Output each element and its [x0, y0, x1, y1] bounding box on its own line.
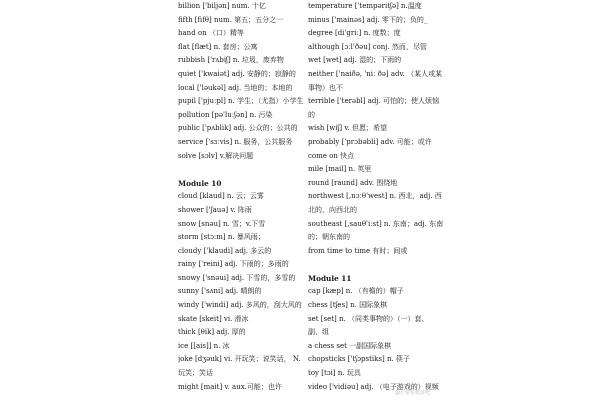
- vocab-line: joke [dʒəuk] vi. 开玩笑；说笑话， N.: [178, 355, 301, 364]
- vocab-line: fifth [fifθ] num. 第五；五分之一: [178, 15, 284, 24]
- vocab-line: thick [θik] adj. 厚的: [178, 328, 246, 337]
- vocab-line: wish [wiʃ] v. 但愿；希望: [308, 124, 387, 133]
- vocab-line: cap [kæp] n. （有檐的）帽子: [308, 287, 404, 296]
- vocab-line: storm [stɔːm] n. 暴风雨；: [178, 233, 265, 242]
- vocab-line: public ['pʌblik] adj. 公众的；公共的: [178, 124, 298, 133]
- vocab-line: ice [[ais]] n. 冰: [178, 341, 230, 350]
- right-module-lines: [308, 285, 446, 394]
- watermark: @汇帮转教讲吧: [395, 390, 431, 396]
- vocab-line: toy [tɔi] n. 玩具: [308, 369, 361, 378]
- right-top-lines: [308, 0, 446, 258]
- vocab-line: rubbish ['rʌbiʃ] n. 垃圾，废弃物: [178, 56, 284, 65]
- vocab-line: windy ['windi] adj. 多风的，刮大风的: [178, 301, 302, 310]
- vocab-line: snow [snəu] n. 雪；v.下雪: [178, 219, 266, 228]
- vocab-line: terrible ['terəbl] adj. 可怕的；使人烦恼: [308, 97, 440, 106]
- vocab-line: hand on （口）精等: [178, 29, 244, 38]
- vocab-line: cloud [klaud] n. 云；云雾: [178, 192, 264, 201]
- vocab-line: skate [skeit] vi. 滑冰: [178, 314, 249, 323]
- left-column: [178, 0, 318, 394]
- vocab-line: local ['ləukəl] adj. 当地的；本地的: [178, 83, 293, 92]
- vocab-line: degree [di'griː] n. 度数；度: [308, 29, 401, 38]
- left-top-lines: [178, 0, 318, 163]
- vocab-line: flat [flæt] n. 套房；公寓: [178, 42, 258, 51]
- vocab-line: neither ['naiðə, 'niː ðə] adv. （某人或某: [308, 69, 443, 78]
- vocab-line: service ['sɜːvis] n. 服务，公共服务: [178, 137, 293, 146]
- vocab-line: pupil ['pjuːpl] n. 学生；（尤指）小学生: [178, 97, 304, 106]
- vocab-line: mile [mail] n. 英里: [308, 165, 372, 174]
- vocab-line: 北的，向西北的: [308, 205, 357, 214]
- vocab-line: snowy ['snəui] adj. 下雪的，多雪的: [178, 273, 296, 282]
- vocab-line: 的；朝东南的: [308, 233, 350, 242]
- vocab-line: minus ['mainəs] adj. 零下的；负的_: [308, 15, 428, 24]
- vocab-line: although [ɔːl'ðəu] conj. 然而，尽管: [308, 42, 427, 51]
- vocab-line: southeast [,sauθ'iːst] n. 东南；adj. 东南: [308, 219, 444, 228]
- vocab-line: chess [tʃes] n. 国际象棋: [308, 301, 388, 310]
- vocab-line: 副、组: [308, 328, 329, 337]
- spacer: [308, 258, 446, 272]
- vocab-line: round [raund] adv. 围绕地: [308, 178, 398, 187]
- right-column: [308, 0, 446, 394]
- vocab-line: 玩笑；笑话: [178, 369, 213, 378]
- vocab-line: a chess set 一副国际象棋: [308, 341, 392, 350]
- vocab-line: quiet ['kwaiət] adj. 安静的；寂静的: [178, 69, 296, 78]
- vocab-line: northwest [,nɔːθ'west] n. 西北，adj. 西: [308, 192, 442, 201]
- vocab-line: from time to time 有时；间或: [308, 246, 408, 255]
- vocab-line: billion ['biljən] num. 十亿: [178, 2, 266, 10]
- vocab-line: video ['vidiəu] adj. （电子游戏的）视频: [308, 382, 439, 391]
- vocab-line: wet [wet] adj. 湿的；下雨的: [308, 56, 402, 65]
- vocab-line: temperature ['tempəritʃə] n.温度: [308, 2, 422, 10]
- vocab-line: probably ['prɔbəbli] adv. 可能；或许: [308, 137, 432, 146]
- vocab-line: cloudy ['klaudi] adj. 多云的: [178, 246, 272, 255]
- vocab-line: might [mait] v. aux.可能；也许: [178, 382, 282, 391]
- vocab-line: set [set] n. （同类事物的）（一）套、: [308, 314, 429, 323]
- vocab-line: 事物）也不: [308, 83, 343, 92]
- vocab-line: pollution [pə'luːʃən] n. 污染: [178, 110, 273, 119]
- vocab-line: rainy ['reini] adj. 下雨的；多雨的: [178, 260, 289, 269]
- vocab-line: shower ['ʃauə] v. 阵雨: [178, 205, 252, 214]
- vocab-line: 的: [308, 110, 315, 119]
- vocab-line: sunny ['sʌni] adj. 晴朗的: [178, 287, 262, 296]
- vocab-line: solve [sɔlv] v.解决问题: [178, 151, 254, 160]
- spacer: [178, 163, 318, 177]
- module-10-heading: Module 10: [178, 178, 222, 188]
- vocab-line: chopsticks ['tʃɔpstiks] n. 筷子: [308, 355, 410, 364]
- module-11-heading: Module 11: [308, 273, 352, 283]
- left-module-lines: [178, 190, 318, 394]
- vocab-line: come on 快点: [308, 151, 355, 160]
